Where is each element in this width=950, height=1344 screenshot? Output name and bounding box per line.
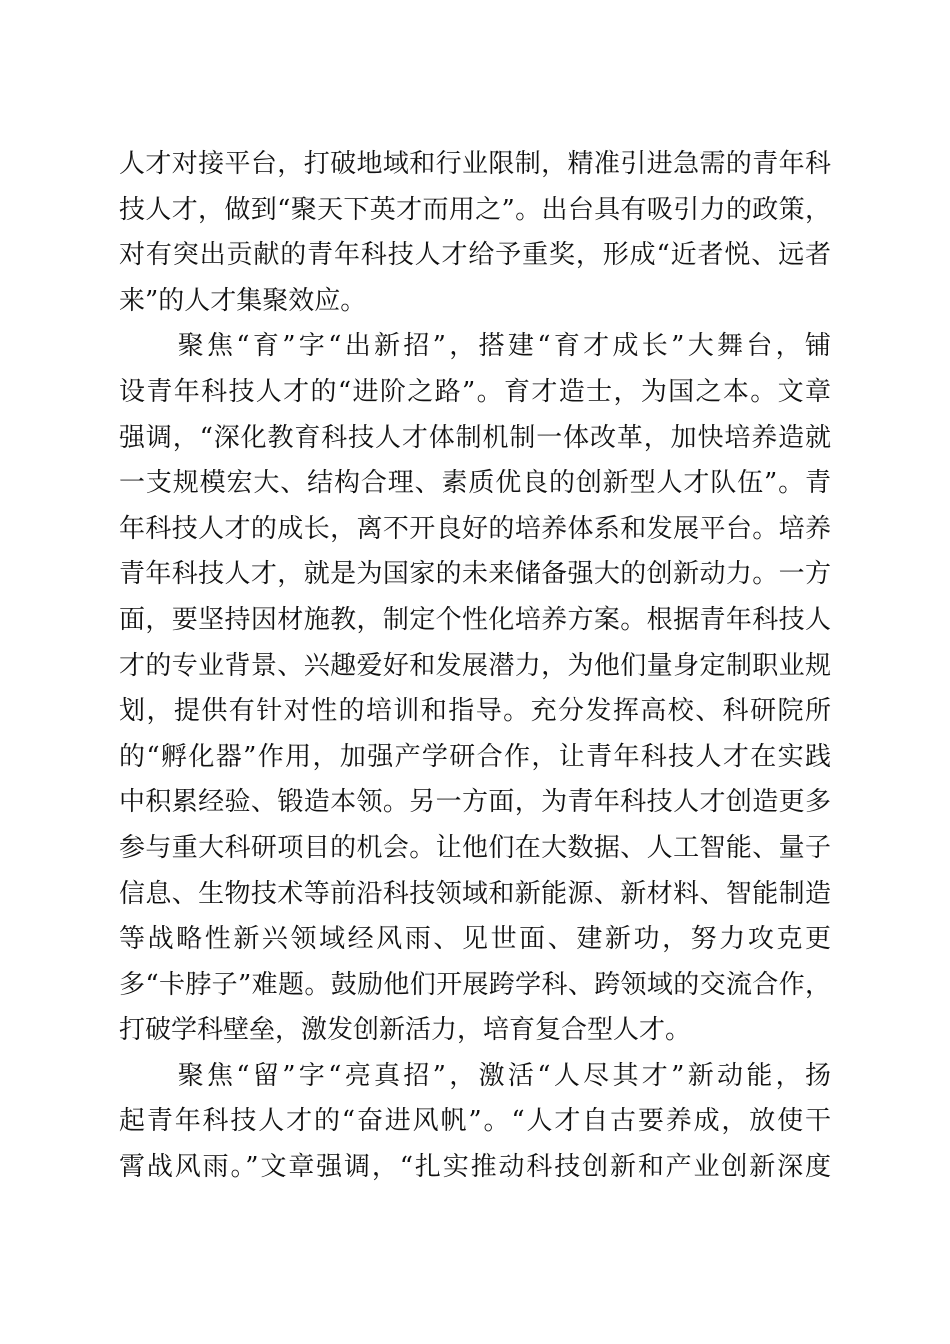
text-line-18: 等战略性新兴领域经风雨、见世面、建新功，努力攻克更 [119,924,831,955]
text-line-13: 划，提供有针对性的培训和指导。充分发挥高校、科研院所 [119,696,831,727]
text-line-10: 青年科技人才，就是为国家的未来储备强大的创新动力。一方 [119,559,831,590]
text-line-7: 强调，“深化教育科技人才体制机制一体改革，加快培养造就 [119,422,831,453]
text-line-15: 中积累经验、锻造本领。另一方面，为青年科技人才创造更多 [119,787,831,818]
text-line-3: 对有突出贡献的青年科技人才给予重奖，形成“近者悦、远者 [119,240,831,271]
text-line-8: 一支规模宏大、结构合理、素质优良的创新型人才队伍”。青 [119,468,831,499]
text-line-21: 聚焦“留”字“亮真招”，激活“人尽其才”新动能，扬 [119,1060,831,1091]
text-line-11: 面，要坚持因材施教，制定个性化培养方案。根据青年科技人 [119,604,831,635]
text-line-22: 起青年科技人才的“奋进风帆”。“人才自古要养成，放使干 [119,1106,831,1137]
text-line-19: 多“卡脖子”难题。鼓励他们开展跨学科、跨领域的交流合作， [119,969,831,1000]
text-line-5: 聚焦“育”字“出新招”，搭建“育才成长”大舞台，铺 [119,331,831,362]
text-line-16: 参与重大科研项目的机会。让他们在大数据、人工智能、量子 [119,832,831,863]
text-line-2: 技人才，做到“聚天下英才而用之”。出台具有吸引力的政策， [119,194,831,225]
text-line-17: 信息、生物技术等前沿科技领域和新能源、新材料、智能制造 [119,878,831,909]
text-line-12: 才的专业背景、兴趣爱好和发展潜力，为他们量身定制职业规 [119,650,831,681]
text-line-20: 打破学科壁垒，激发创新活力，培育复合型人才。 [119,1015,692,1046]
text-line-14: 的“孵化器”作用，加强产学研合作，让青年科技人才在实践 [119,741,831,772]
text-line-9: 年科技人才的成长，离不开良好的培养体系和发展平台。培养 [119,513,831,544]
text-line-6: 设青年科技人才的“进阶之路”。育才造士，为国之本。文章 [119,376,831,407]
body-text [119,142,831,1191]
text-line-1: 人才对接平台，打破地域和行业限制，精准引进急需的青年科 [119,149,831,179]
text-line-23: 霄战风雨。”文章强调，“扎实推动科技创新和产业创新深度 [119,1152,831,1183]
text-line-4: 来”的人才集聚效应。 [119,285,367,316]
